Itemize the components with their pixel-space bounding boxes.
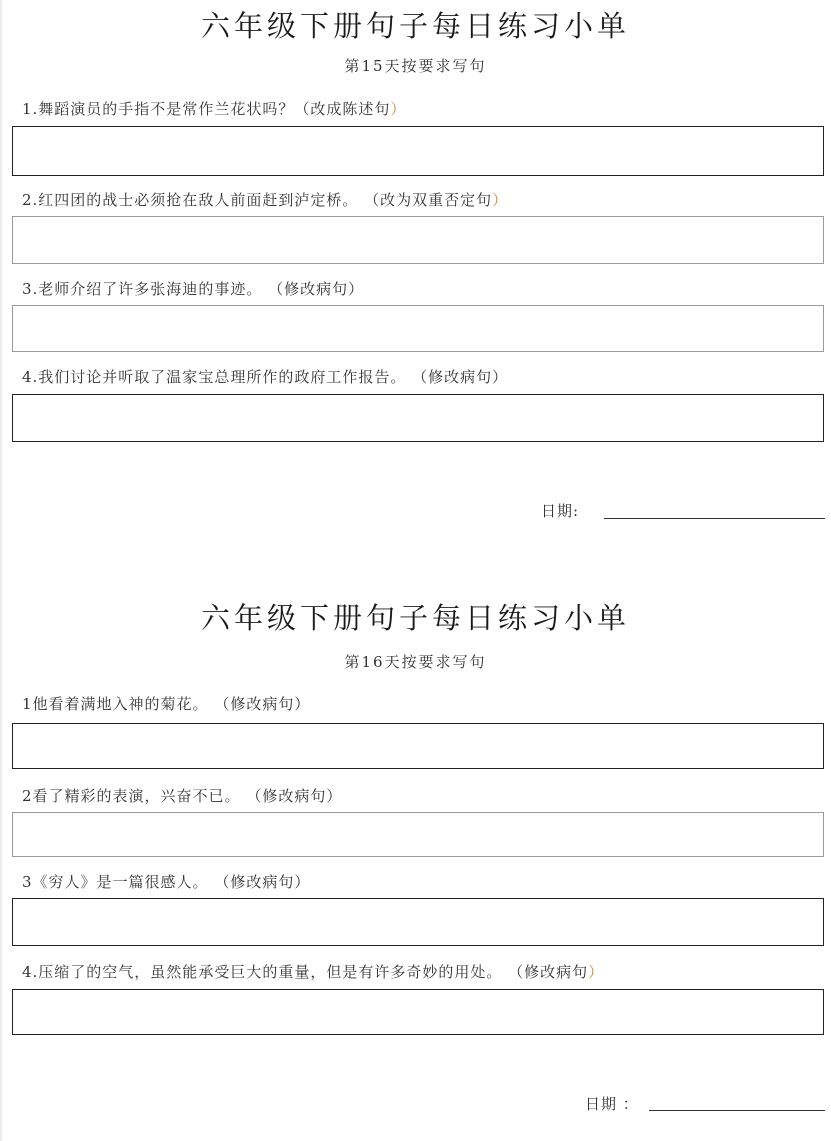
sheet1-answer-box-3[interactable] (12, 305, 824, 352)
question-text: 3《穷人》是一篇很感人。 （修改病句） (22, 873, 311, 891)
question-text: 1.舞蹈演员的手指不是常作兰花状吗？（改成陈述句 (22, 100, 391, 118)
question-close-paren: ） (588, 963, 605, 981)
question-text: 3.老师介绍了许多张海迪的事迹。 （修改病句） (22, 280, 365, 298)
sheet1-date-line[interactable] (604, 518, 825, 519)
question-close-paren: ） (390, 100, 407, 118)
sheet2-answer-box-1[interactable] (12, 723, 824, 769)
question-close-paren: ） (492, 191, 509, 209)
sheet1-question-4 (22, 366, 508, 387)
sheet1-subtitle: 第15天按要求写句 (344, 57, 487, 75)
sheet1-answer-box-4[interactable] (12, 394, 824, 442)
sheet2-date-label: 日期 ： (585, 1095, 639, 1113)
sheet1-answer-box-1[interactable] (12, 126, 824, 176)
sheet2-question-2 (22, 785, 342, 806)
sheet2-question-4 (22, 961, 604, 982)
question-text: 1他看着满地入神的菊花。 （修改病句） (22, 695, 311, 713)
sheet1-question-2 (22, 189, 508, 210)
sheet1-title: 六年级下册句子每日练习小单 (200, 9, 630, 43)
sheet2-question-3 (22, 871, 310, 892)
sheet2-date-line[interactable] (649, 1110, 825, 1111)
page-edge (0, 0, 3, 1141)
sheet2-answer-box-3[interactable] (12, 898, 824, 946)
sheet2-question-1 (22, 693, 310, 714)
sheet1-question-3 (22, 278, 364, 299)
question-text: 4.我们讨论并听取了温家宝总理所作的政府工作报告。 （修改病句） (22, 368, 509, 386)
sheet1-question-1 (22, 98, 406, 119)
sheet1-date-label: 日期: (541, 502, 580, 520)
question-text: 2看了精彩的表演，兴奋不已。 （修改病句） (22, 787, 343, 805)
question-text: 2.红四团的战士必须抢在敌人前面赶到泸定桥。 （改为双重否定句 (22, 191, 493, 209)
sheet2-title: 六年级下册句子每日练习小单 (200, 601, 630, 635)
sheet2-answer-box-4[interactable] (12, 989, 824, 1035)
sheet2-answer-box-2[interactable] (12, 812, 824, 857)
question-text: 4.压缩了的空气，虽然能承受巨大的重量，但是有许多奇妙的用处。 （修改病句 (22, 963, 589, 981)
sheet2-subtitle: 第16天按要求写句 (344, 653, 487, 671)
sheet1-answer-box-2[interactable] (12, 216, 824, 264)
